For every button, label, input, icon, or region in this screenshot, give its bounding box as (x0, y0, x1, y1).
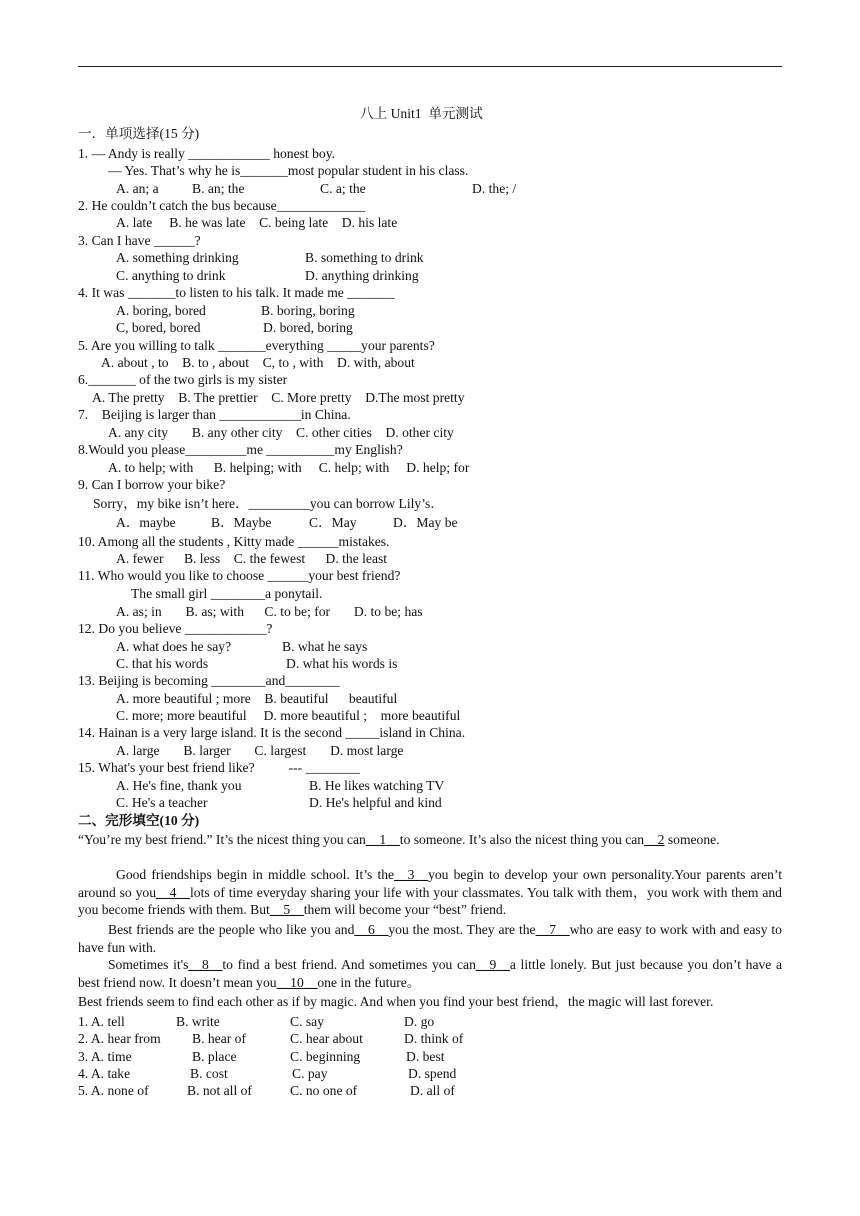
cloze3-option-d: D. best (406, 1049, 445, 1064)
question-10: 10. Among all the students , Kitty made ______mistakes. (78, 534, 390, 549)
cloze-paragraph-1 (78, 831, 782, 849)
q8-options: A. to help; with B. helping; with C. help; with D. help; for (108, 460, 470, 475)
blank-1: __1__ (365, 832, 400, 847)
q4-option-b: B. boring, boring (261, 303, 355, 318)
q9-option-c: C．May (309, 515, 357, 530)
q15-option-b: B. He likes watching TV (309, 778, 445, 793)
cloze3-option-b: B. place (192, 1049, 237, 1064)
cloze-paragraph-5: Best friends seem to find each other as if by magic. And when you find your best friend，the magic will last forever. (78, 994, 714, 1009)
p4-text-a: Sometimes it's (108, 957, 189, 972)
p3-text-a: Best friends are the people who like you and (108, 922, 355, 937)
p1-text-c: someone. (664, 832, 720, 847)
q9-option-a: A．maybe (116, 515, 176, 530)
blank-7: __7__ (535, 922, 570, 937)
question-1: 1. — Andy is really ____________ honest boy. (78, 146, 336, 161)
q10-options: A. fewer B. less C. the fewest D. the least (116, 551, 388, 566)
question-3: 3. Can I have ______? (78, 233, 201, 248)
page-title: 八上 Unit1 单元测试 (360, 106, 483, 121)
q9-option-d: D．May be (393, 515, 458, 530)
q7-options: A. any city B. any other city C. other cities D. other city (108, 425, 454, 440)
blank-4: __4__ (156, 884, 190, 900)
blank-10: __10__ (276, 974, 318, 990)
q3-option-d: D. anything drinking (305, 268, 419, 283)
p3-text-b: you the most. They are the (388, 922, 536, 937)
question-14: 14. Hainan is a very large island. It is the second _____island in China. (78, 725, 466, 740)
q15-option-a: A. He's fine, thank you (116, 778, 242, 793)
q1-option-c: C. a; the (320, 181, 366, 196)
cloze4-option-d: D. spend (408, 1066, 457, 1081)
question-11-reply: The small girl ________a ponytail. (131, 586, 323, 601)
cloze3-option-c: C. beginning (290, 1049, 361, 1064)
question-12: 12. Do you believe ____________? (78, 621, 273, 636)
question-9: 9. Can I borrow your bike? (78, 477, 226, 492)
question-7: 7. Beijing is larger than ____________in China. (78, 407, 351, 422)
q2-options: A. late B. he was late C. being late D. his late (116, 215, 398, 230)
p2-text-a: Good friendships begin in middle school. It’s the (116, 867, 395, 882)
q4-option-d: D. bored, boring (263, 320, 353, 335)
p1-text-b: to someone. It’s also the nicest thing you can (399, 832, 645, 847)
question-6: 6._______ of the two girls is my sister (78, 372, 288, 387)
cloze5-option-c: C. no one of (290, 1083, 358, 1098)
cloze-paragraph-2 (78, 866, 782, 919)
q13-options-cd: C. more; more beautiful D. more beautiful ; more beautiful (116, 708, 461, 723)
p2-text-c: lots of time everyday sharing your life with your classmates. You talk with them，you work with them and you become friends with them. But (78, 884, 782, 917)
question-2: 2. He couldn’t catch the bus because_____________ (78, 198, 366, 213)
p4-text-b: to find a best friend. And sometimes you can (222, 957, 476, 972)
section2-header: 二、完形填空(10 分) (78, 813, 200, 828)
p2-text-d: them will become your “best” friend. (303, 902, 507, 917)
question-13: 13. Beijing is becoming ________and________ (78, 673, 340, 688)
p3-text-c: who are easy to work with and easy to have fun with. (78, 922, 782, 955)
cloze5-option-b: B. not all of (187, 1083, 252, 1098)
question-15: 15. What's your best friend like? --- ________ (78, 760, 360, 775)
cloze4-option-c: C. pay (292, 1066, 328, 1081)
p1-text-a: “You’re my best friend.” It’s the nicest thing you can (78, 832, 366, 847)
q12-option-d: D. what his words is (286, 656, 398, 671)
blank-8: __8__ (188, 957, 223, 972)
q12-option-c: C. that his words (116, 656, 209, 671)
cloze1-option-a: 1. A. tell (78, 1014, 125, 1029)
q5-options: A. about , to B. to , about C, to , with D. with, about (101, 355, 415, 370)
p4-text-d: one in the future。 (317, 974, 421, 990)
q1-option-d: D. the; / (472, 181, 517, 196)
q3-option-c: C. anything to drink (116, 268, 226, 283)
question-8: 8.Would you please_________me __________my English? (78, 442, 403, 457)
section1-header: 一．单项选择(15 分) (78, 126, 200, 141)
question-11: 11. Who would you like to choose ______your best friend? (78, 568, 401, 583)
blank-6: __6__ (354, 922, 389, 937)
q15-option-c: C. He's a teacher (116, 795, 208, 810)
cloze4-option-a: 4. A. take (78, 1066, 131, 1081)
q12-option-b: B. what he says (282, 639, 368, 654)
cloze-paragraph-4 (78, 956, 782, 991)
header-rule (78, 66, 782, 67)
q3-option-b: B. something to drink (305, 250, 424, 265)
blank-9: __9__ (475, 957, 510, 972)
q15-option-d: D. He's helpful and kind (309, 795, 442, 810)
question-9-reply: Sorry，my bike isn’t here．_________you can borrow Lily’s． (93, 496, 444, 511)
cloze2-option-d: D. think of (404, 1031, 464, 1046)
cloze1-option-c: C. say (290, 1014, 324, 1029)
cloze2-option-b: B. hear of (192, 1031, 246, 1046)
cloze2-option-c: C. hear about (290, 1031, 363, 1046)
p2-text-b: you begin to develop your own personality.Your parents aren’t around so you (78, 867, 782, 900)
question-4: 4. It was _______to listen to his talk. It made me _______ (78, 285, 395, 300)
q12-option-a: A. what does he say? (116, 639, 232, 654)
cloze4-option-b: B. cost (190, 1066, 228, 1081)
q4-option-c: C, bored, bored (116, 320, 201, 335)
blank-5: __5__ (269, 902, 304, 917)
question-1-reply: — Yes. That’s why he is_______most popular student in his class. (108, 163, 469, 178)
q4-option-a: A. boring, bored (116, 303, 206, 318)
blank-3: __3__ (394, 867, 429, 882)
cloze1-option-b: B. write (176, 1014, 220, 1029)
cloze3-option-a: 3. A. time (78, 1049, 132, 1064)
q13-options-ab: A. more beautiful ; more B. beautiful beautiful (116, 691, 398, 706)
q9-option-b: B．Maybe (211, 515, 272, 530)
cloze5-option-a: 5. A. none of (78, 1083, 149, 1098)
q1-option-a: A. an; a (116, 181, 159, 196)
p4-text-c: a little lonely. But just because you don’t have a best friend now. It doesn’t mean you (78, 957, 782, 990)
blank-2: __2 (644, 832, 665, 847)
question-5: 5. Are you willing to talk _______everything _____your parents? (78, 338, 435, 353)
cloze-paragraph-3 (78, 921, 782, 956)
q1-option-b: B. an; the (192, 181, 245, 196)
cloze1-option-d: D. go (404, 1014, 435, 1029)
cloze5-option-d: D. all of (410, 1083, 455, 1098)
q11-options: A. as; in B. as; with C. to be; for D. to be; has (116, 604, 423, 619)
q3-option-a: A. something drinking (116, 250, 239, 265)
cloze2-option-a: 2. A. hear from (78, 1031, 161, 1046)
q6-options: A. The pretty B. The prettier C. More pretty D.The most pretty (92, 390, 465, 405)
q14-options: A. large B. larger C. largest D. most large (116, 743, 404, 758)
